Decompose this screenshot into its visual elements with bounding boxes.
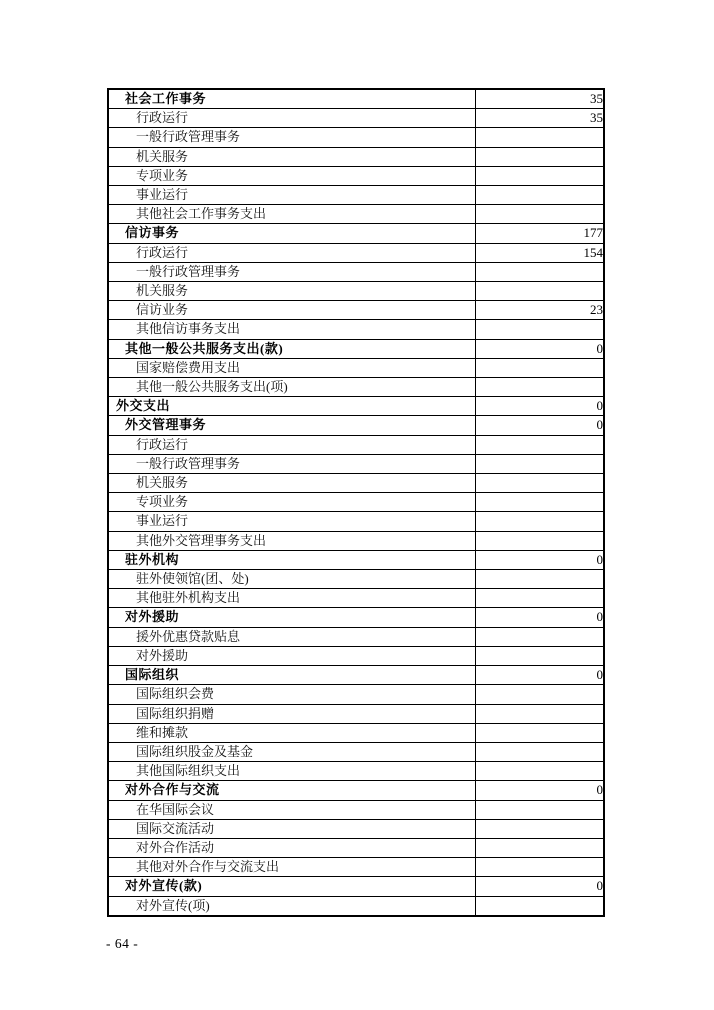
row-label-cell: 国际组织捐赠 bbox=[108, 704, 475, 723]
table-row bbox=[108, 627, 604, 646]
table-row bbox=[108, 512, 604, 531]
row-label-cell: 机关服务 bbox=[108, 282, 475, 301]
row-value-cell bbox=[475, 819, 604, 838]
table-row bbox=[108, 896, 604, 916]
budget-table-container bbox=[107, 88, 603, 917]
row-value-cell bbox=[475, 704, 604, 723]
row-value-cell: 0 bbox=[475, 877, 604, 896]
row-value-cell: 0 bbox=[475, 339, 604, 358]
table-row bbox=[108, 397, 604, 416]
table-row bbox=[108, 666, 604, 685]
row-value-cell bbox=[475, 282, 604, 301]
table-row bbox=[108, 454, 604, 473]
row-label-cell: 外交管理事务 bbox=[108, 416, 475, 435]
table-row bbox=[108, 474, 604, 493]
row-label-cell: 外交支出 bbox=[108, 397, 475, 416]
table-row bbox=[108, 166, 604, 185]
row-label-cell: 其他外交管理事务支出 bbox=[108, 531, 475, 550]
row-value-cell bbox=[475, 723, 604, 742]
row-label-cell: 国际交流活动 bbox=[108, 819, 475, 838]
table-row bbox=[108, 550, 604, 569]
row-label-cell: 对外合作活动 bbox=[108, 838, 475, 857]
row-label-cell: 对外合作与交流 bbox=[108, 781, 475, 800]
table-row bbox=[108, 781, 604, 800]
table-row bbox=[108, 301, 604, 320]
row-label-cell: 国际组织 bbox=[108, 666, 475, 685]
table-row bbox=[108, 243, 604, 262]
row-value-cell bbox=[475, 627, 604, 646]
row-label-cell: 信访业务 bbox=[108, 301, 475, 320]
table-row bbox=[108, 358, 604, 377]
table-row bbox=[108, 742, 604, 761]
row-label-cell: 行政运行 bbox=[108, 243, 475, 262]
row-value-cell: 35 bbox=[475, 109, 604, 128]
row-value-cell bbox=[475, 896, 604, 916]
row-label-cell: 事业运行 bbox=[108, 186, 475, 205]
row-value-cell bbox=[475, 320, 604, 339]
row-label-cell: 一般行政管理事务 bbox=[108, 454, 475, 473]
row-label-cell: 行政运行 bbox=[108, 109, 475, 128]
table-row bbox=[108, 320, 604, 339]
table-row bbox=[108, 762, 604, 781]
row-label-cell: 机关服务 bbox=[108, 474, 475, 493]
row-value-cell bbox=[475, 166, 604, 185]
row-label-cell: 国际组织会费 bbox=[108, 685, 475, 704]
row-label-cell: 事业运行 bbox=[108, 512, 475, 531]
row-value-cell bbox=[475, 762, 604, 781]
table-row bbox=[108, 685, 604, 704]
table-row bbox=[108, 800, 604, 819]
page-number: - 64 - bbox=[106, 936, 139, 951]
row-value-cell bbox=[475, 186, 604, 205]
row-value-cell bbox=[475, 205, 604, 224]
row-value-cell bbox=[475, 512, 604, 531]
row-value-cell: 0 bbox=[475, 397, 604, 416]
row-label-cell: 对外援助 bbox=[108, 646, 475, 665]
table-row bbox=[108, 416, 604, 435]
row-label-cell: 对外宣传(项) bbox=[108, 896, 475, 916]
table-row bbox=[108, 128, 604, 147]
table-row bbox=[108, 877, 604, 896]
row-value-cell bbox=[475, 454, 604, 473]
row-label-cell: 在华国际会议 bbox=[108, 800, 475, 819]
row-label-cell: 一般行政管理事务 bbox=[108, 262, 475, 281]
row-value-cell: 0 bbox=[475, 666, 604, 685]
budget-table-body bbox=[108, 89, 604, 916]
row-label-cell: 维和摊款 bbox=[108, 723, 475, 742]
row-label-cell: 驻外使领馆(团、处) bbox=[108, 570, 475, 589]
row-value-cell: 0 bbox=[475, 550, 604, 569]
row-value-cell bbox=[475, 646, 604, 665]
table-row bbox=[108, 608, 604, 627]
table-row bbox=[108, 339, 604, 358]
row-label-cell: 其他社会工作事务支出 bbox=[108, 205, 475, 224]
table-row bbox=[108, 493, 604, 512]
row-label-cell: 驻外机构 bbox=[108, 550, 475, 569]
table-row bbox=[108, 531, 604, 550]
row-label-cell: 专项业务 bbox=[108, 166, 475, 185]
row-label-cell: 国际组织股金及基金 bbox=[108, 742, 475, 761]
row-value-cell: 23 bbox=[475, 301, 604, 320]
row-value-cell bbox=[475, 358, 604, 377]
row-label-cell: 其他对外合作与交流支出 bbox=[108, 858, 475, 877]
budget-table bbox=[107, 88, 605, 917]
table-row bbox=[108, 378, 604, 397]
row-label-cell: 信访事务 bbox=[108, 224, 475, 243]
row-label-cell: 其他一般公共服务支出(项) bbox=[108, 378, 475, 397]
table-row bbox=[108, 205, 604, 224]
table-row bbox=[108, 109, 604, 128]
row-value-cell: 0 bbox=[475, 416, 604, 435]
row-label-cell: 社会工作事务 bbox=[108, 89, 475, 109]
row-label-cell: 国家赔偿费用支出 bbox=[108, 358, 475, 377]
table-row bbox=[108, 646, 604, 665]
row-label-cell: 对外援助 bbox=[108, 608, 475, 627]
row-value-cell bbox=[475, 531, 604, 550]
table-row bbox=[108, 838, 604, 857]
table-row bbox=[108, 186, 604, 205]
row-value-cell bbox=[475, 858, 604, 877]
row-value-cell: 177 bbox=[475, 224, 604, 243]
row-value-cell: 0 bbox=[475, 608, 604, 627]
row-label-cell: 其他信访事务支出 bbox=[108, 320, 475, 339]
table-row bbox=[108, 262, 604, 281]
table-row bbox=[108, 819, 604, 838]
row-value-cell: 35 bbox=[475, 89, 604, 109]
row-value-cell: 154 bbox=[475, 243, 604, 262]
row-label-cell: 对外宣传(款) bbox=[108, 877, 475, 896]
table-row bbox=[108, 435, 604, 454]
row-value-cell bbox=[475, 589, 604, 608]
row-value-cell bbox=[475, 128, 604, 147]
table-row bbox=[108, 589, 604, 608]
row-value-cell bbox=[475, 435, 604, 454]
table-row bbox=[108, 147, 604, 166]
row-label-cell: 援外优惠贷款贴息 bbox=[108, 627, 475, 646]
row-value-cell bbox=[475, 378, 604, 397]
row-label-cell: 机关服务 bbox=[108, 147, 475, 166]
row-value-cell bbox=[475, 262, 604, 281]
row-label-cell: 其他驻外机构支出 bbox=[108, 589, 475, 608]
row-label-cell: 其他一般公共服务支出(款) bbox=[108, 339, 475, 358]
row-value-cell bbox=[475, 742, 604, 761]
table-row bbox=[108, 704, 604, 723]
row-label-cell: 一般行政管理事务 bbox=[108, 128, 475, 147]
table-row bbox=[108, 723, 604, 742]
row-value-cell: 0 bbox=[475, 781, 604, 800]
table-row bbox=[108, 224, 604, 243]
row-value-cell bbox=[475, 800, 604, 819]
row-value-cell bbox=[475, 493, 604, 512]
row-label-cell: 专项业务 bbox=[108, 493, 475, 512]
row-value-cell bbox=[475, 474, 604, 493]
row-value-cell bbox=[475, 147, 604, 166]
table-row bbox=[108, 570, 604, 589]
row-value-cell bbox=[475, 838, 604, 857]
row-label-cell: 行政运行 bbox=[108, 435, 475, 454]
row-value-cell bbox=[475, 685, 604, 704]
table-row bbox=[108, 858, 604, 877]
table-row bbox=[108, 282, 604, 301]
row-label-cell: 其他国际组织支出 bbox=[108, 762, 475, 781]
table-row bbox=[108, 89, 604, 109]
row-value-cell bbox=[475, 570, 604, 589]
